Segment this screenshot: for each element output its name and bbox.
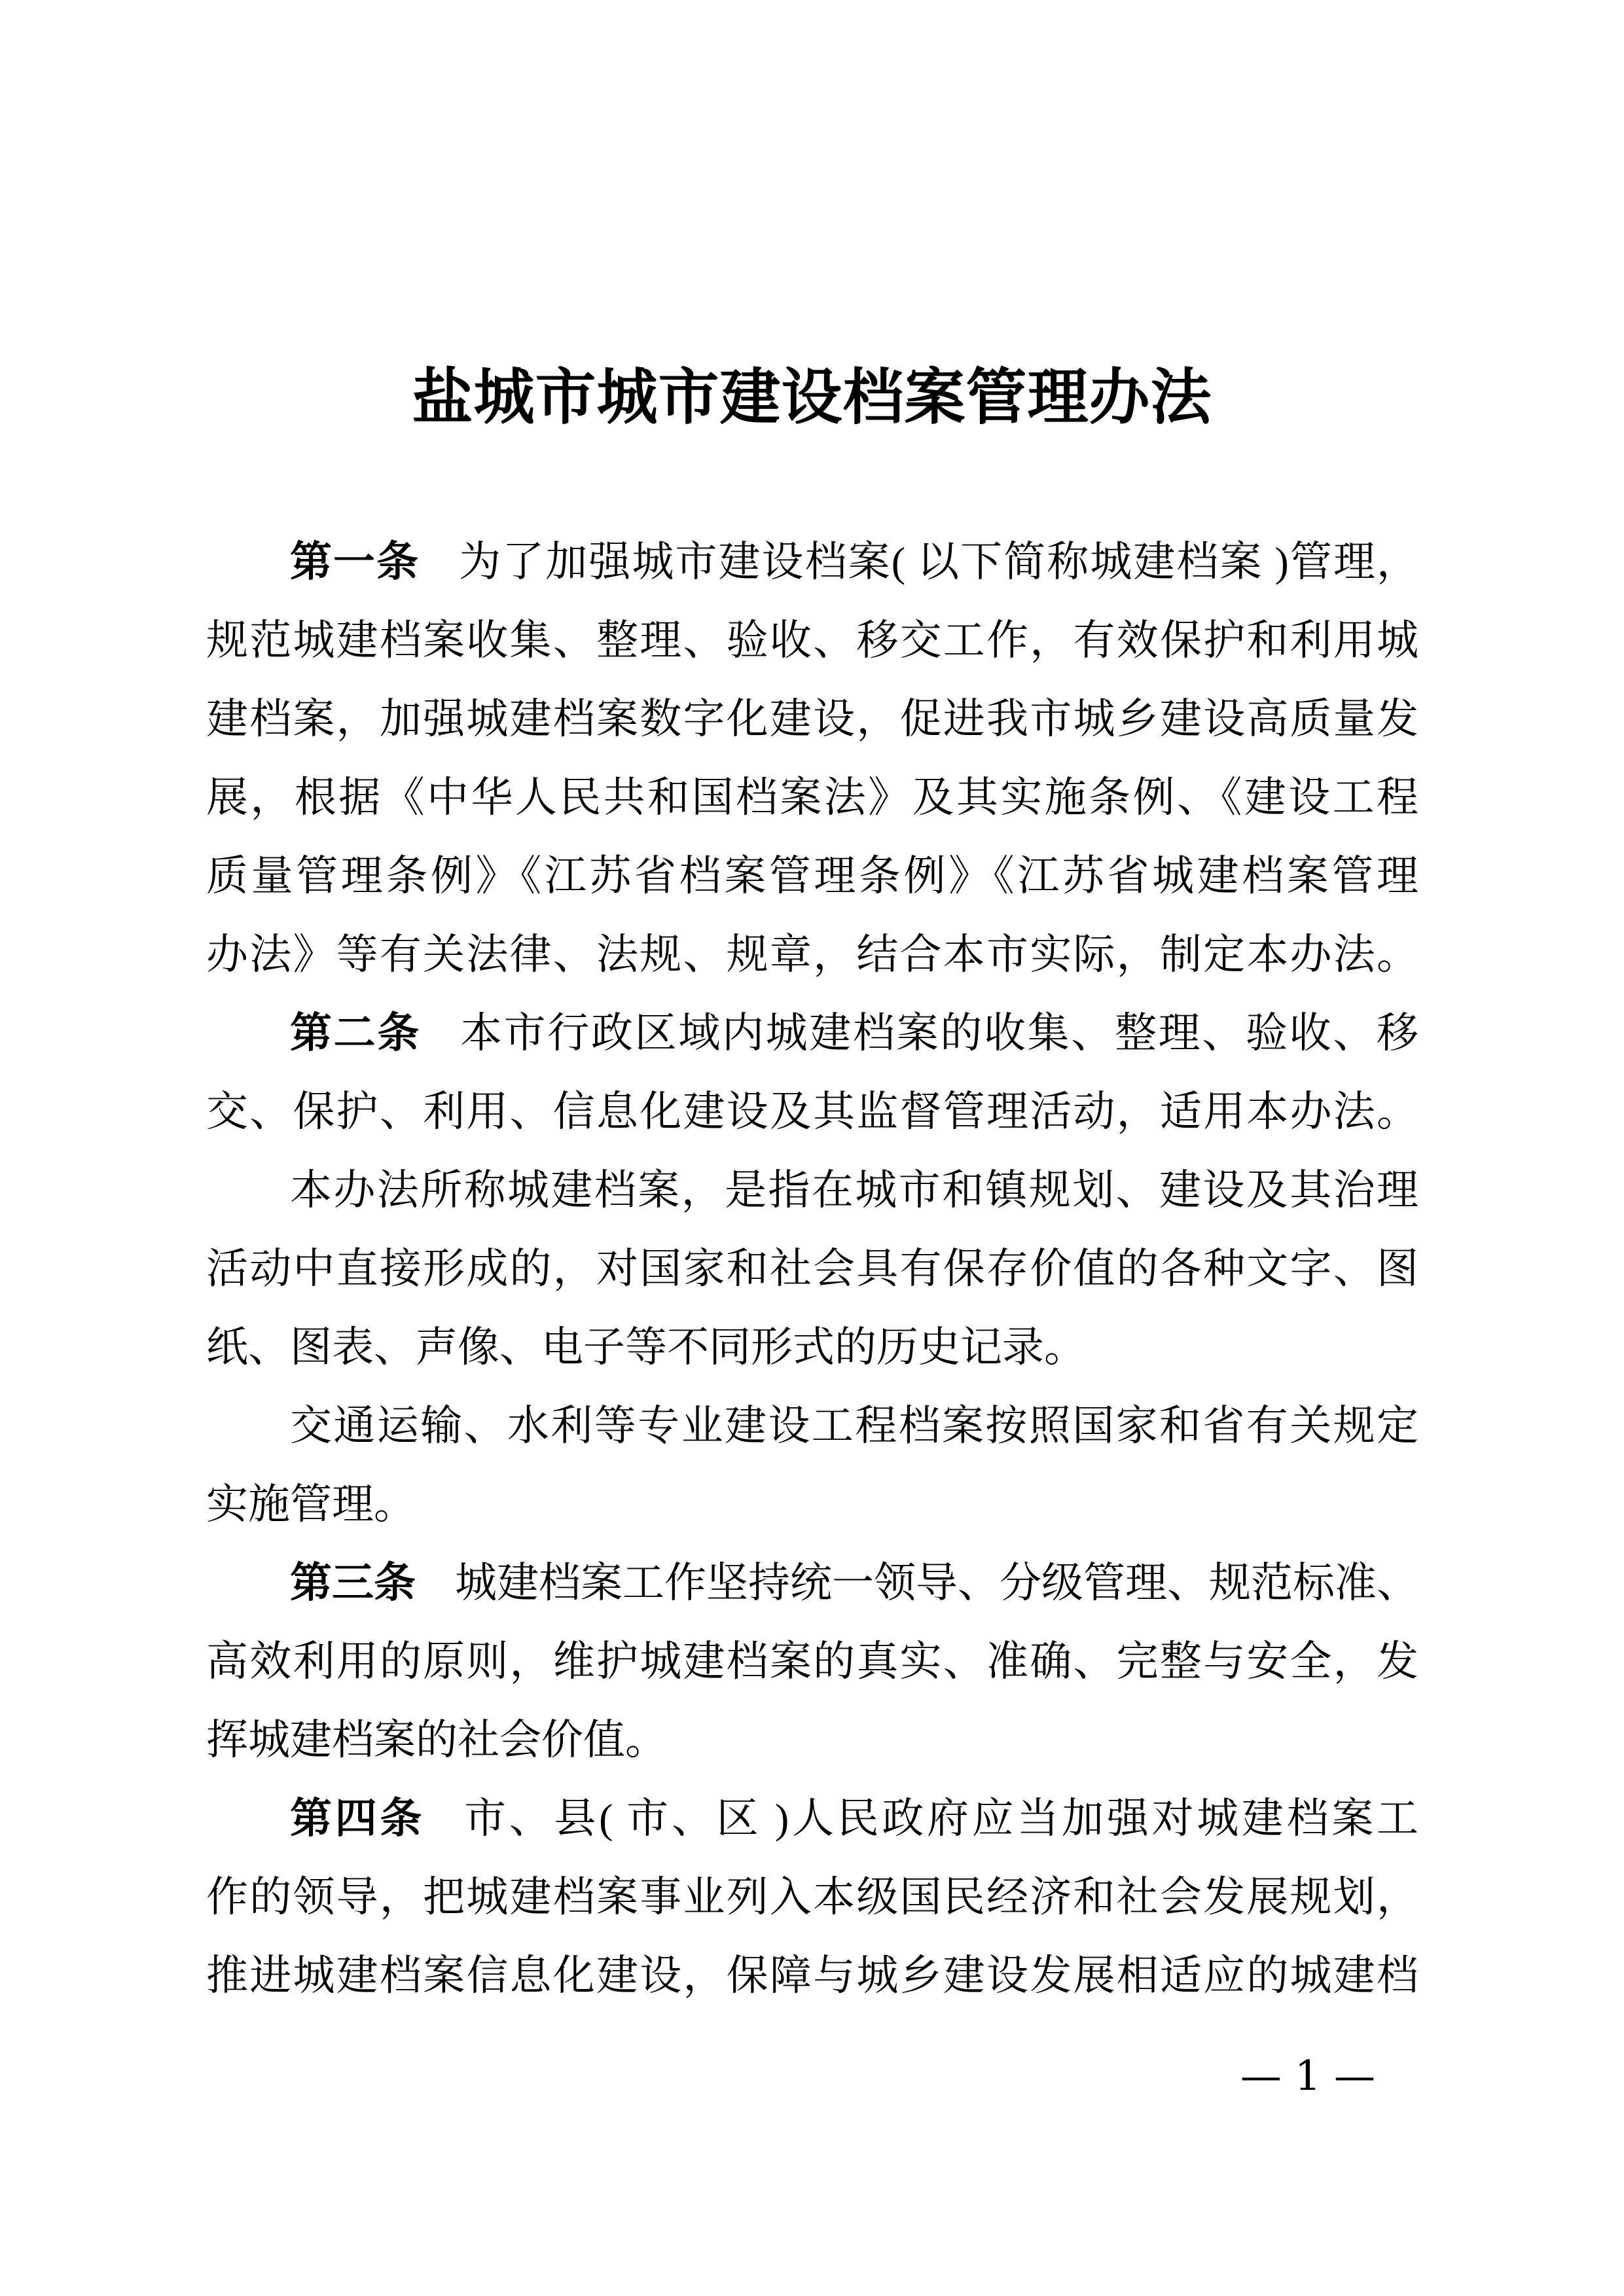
line-text: 为了加强城市建设档案( 以下简称城建档案 )管理，: [459, 539, 1418, 585]
body-line: [206, 522, 1418, 601]
body-line: [206, 994, 1418, 1072]
line-text: 建档案，加强城建档案数字化建设，促进我市城乡建设高质量发: [206, 696, 1418, 742]
line-text: 纸、图表、声像、电子等不同形式的历史记录。: [206, 1324, 1086, 1371]
line-text: 活动中直接形成的，对国家和社会具有保存价值的各种文字、图: [206, 1246, 1418, 1292]
body-line: [206, 1936, 1418, 2015]
body-line: [206, 1229, 1418, 1308]
line-text: 市、县( 市、区 )人民政府应当加强对城建档案工: [464, 1795, 1418, 1842]
body-line: [206, 758, 1418, 836]
body-line: [206, 1386, 1418, 1465]
line-text: 本办法所称城建档案，是指在城市和镇规划、建设及其治理: [290, 1167, 1418, 1213]
document-title: 盐城市城市建设档案管理办法: [412, 365, 1212, 433]
body-line: [206, 601, 1418, 679]
line-text: 交通运输、水利等专业建设工程档案按照国家和省有关规定: [290, 1403, 1418, 1449]
line-text: 城建档案工作坚持统一领导、分级管理、规范标准、: [455, 1560, 1418, 1606]
body-line: [206, 836, 1418, 915]
body-line: [206, 679, 1418, 758]
line-text: 质量管理条例》《江苏省档案管理条例》《江苏省城建档案管理: [206, 853, 1418, 899]
body-line: [206, 1622, 1418, 1700]
line-text: 高效利用的原则，维护城建档案的真实、准确、完整与安全，发: [206, 1638, 1418, 1685]
line-text: 挥城建档案的社会价值。: [206, 1717, 667, 1763]
line-text: 本市行政区域内城建档案的收集、整理、验收、移: [460, 1010, 1418, 1056]
line-text: 实施管理。: [206, 1481, 416, 1528]
page-number: — 1 —: [1240, 2052, 1375, 2100]
body-line: [206, 1308, 1418, 1386]
article-lead: 第二条: [290, 1009, 421, 1056]
body-line: [206, 1151, 1418, 1229]
line-text: 办法》等有关法律、法规、规章，结合本市实际，制定本办法。: [206, 931, 1418, 978]
line-text: 作的领导，把城建档案事业列入本级国民经济和社会发展规划，: [206, 1874, 1418, 1920]
body-line: [206, 1543, 1418, 1622]
body-line: [206, 1779, 1418, 1857]
body-line: [206, 1072, 1418, 1151]
body-line: [206, 1857, 1418, 1936]
article-lead: 第四条: [290, 1795, 425, 1842]
line-text: 交、保护、利用、信息化建设及其监督管理活动，适用本办法。: [206, 1088, 1418, 1135]
body-line: [206, 1700, 1418, 1779]
document-body: [206, 522, 1418, 2015]
body-line: [206, 915, 1418, 994]
article-lead: 第三条: [290, 1559, 416, 1606]
line-text: 推进城建档案信息化建设，保障与城乡建设发展相适应的城建档: [206, 1952, 1418, 1999]
body-line: [206, 1465, 1418, 1543]
article-lead: 第一条: [290, 538, 420, 585]
line-text: 规范城建档案收集、整理、验收、移交工作，有效保护和利用城: [206, 617, 1418, 664]
line-text: 展，根据《中华人民共和国档案法》及其实施条例、《建设工程: [206, 774, 1418, 821]
